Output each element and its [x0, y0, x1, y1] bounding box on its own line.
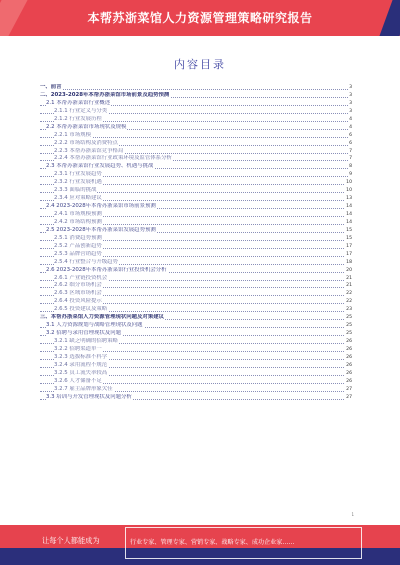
toc-entry[interactable]: [40, 330, 352, 338]
footer-slogan-right: 行业专家、管理专家、营销专家、战略专家、成功企业家……: [130, 539, 295, 546]
toc-entry-page: 4: [349, 124, 352, 130]
toc-entry[interactable]: [40, 275, 352, 283]
report-title: 本帮苏浙菜馆人力资源管理策略研究报告: [87, 11, 313, 25]
toc-entry-page: 20: [346, 267, 352, 273]
toc-entry[interactable]: [40, 132, 352, 140]
toc-entry-page: 26: [346, 346, 352, 352]
toc-entry-label: 2.2.1 市场规模: [54, 131, 91, 138]
toc-entry-page: 14: [346, 212, 352, 217]
toc-entry-label: 2.3 本帮苏浙菜馆行业发展趋势、机遇与挑战: [46, 163, 154, 170]
toc-entry-page: 13: [346, 196, 352, 202]
toc-heading: 内容目录: [174, 58, 226, 71]
toc-entry-label: 2.3.3 面临的挑战: [54, 187, 97, 194]
toc-entry[interactable]: [40, 259, 352, 267]
toc-entry-label: 2.6.4 投资风险提示: [54, 298, 102, 305]
toc-entry-label: 三、本帮苏浙菜馆人力资源管理现状问题及对策建议: [40, 314, 164, 321]
toc-entry[interactable]: [40, 227, 352, 235]
toc-entry-page: 26: [346, 362, 352, 368]
toc-entry[interactable]: [40, 362, 352, 370]
toc-entry-label: 3.2.3 选拔标准不科学: [54, 353, 108, 360]
toc-entry-label: 2.5.2 产品创新趋势: [54, 242, 102, 249]
toc-entry-page: 3: [349, 85, 352, 90]
toc-entry[interactable]: [40, 211, 352, 219]
toc-entry[interactable]: [40, 148, 352, 156]
toc-entry[interactable]: [40, 108, 352, 116]
toc-entry-label: 2.5.4 行业整合与升级趋势: [54, 258, 118, 265]
toc-entry[interactable]: [40, 370, 352, 378]
toc-entry-label: 2.6.1 产业链投资机会: [54, 274, 108, 281]
toc-entry-label: 2.6.3 区域市场机会: [54, 290, 102, 297]
toc-entry[interactable]: [40, 378, 352, 386]
toc-entry[interactable]: [40, 163, 352, 171]
toc-entry-page: 3: [349, 108, 352, 114]
toc-entry-page: 21: [346, 283, 352, 289]
toc-entry[interactable]: [40, 338, 352, 346]
toc-entry-page: 4: [349, 116, 352, 122]
header-banner: [0, 0, 400, 36]
toc-entry-label: 3.2.4 录用流程不规范: [54, 361, 108, 368]
toc-entry-label: 2.5.3 品牌营销趋势: [54, 250, 102, 257]
toc-entry[interactable]: [40, 346, 352, 354]
toc-entry[interactable]: [40, 354, 352, 362]
toc-entry-page: 22: [346, 291, 352, 297]
toc-entry-label: 2.3.2 行业发展机遇: [54, 179, 102, 186]
toc-entry-page: 26: [346, 354, 352, 360]
toc-entry-page: 25: [346, 323, 352, 329]
toc-entry[interactable]: [40, 171, 352, 179]
toc-entry[interactable]: [40, 235, 352, 243]
toc-entry-label: 2.4.1 市场规模预测: [54, 211, 102, 217]
toc-entry-page: 26: [346, 339, 352, 344]
toc-entry-label: 2.2.3 本帮苏浙菜馆竞争格局: [54, 147, 124, 154]
toc-entry-page: 10: [346, 188, 352, 194]
toc-entry[interactable]: [40, 306, 352, 314]
toc-entry-label: 3.2.6 人才储备不足: [54, 377, 102, 384]
toc-entry[interactable]: [40, 195, 352, 203]
toc-entry-label: 2.6.2 细分市场机会: [54, 282, 102, 289]
toc-entry-page: 7: [349, 148, 352, 154]
toc-entry-page: 27: [346, 394, 352, 400]
toc-entry-page: 15: [346, 235, 352, 241]
toc-entry-label: 3.2 招聘与录用管理现状及问题: [46, 330, 121, 337]
toc-entry-page: 26: [346, 370, 352, 376]
toc-entry[interactable]: [40, 84, 352, 92]
toc-entry[interactable]: [40, 386, 352, 394]
toc-entry-page: 17: [346, 251, 352, 257]
toc-entry[interactable]: [40, 124, 352, 132]
toc-entry-label: 3.3 培训与开发管理现状及问题分析: [46, 393, 132, 400]
toc-entry-label: 2.2 本帮苏浙菜馆市场现状及规模: [46, 123, 127, 130]
toc-entry-label: 2.3.1 行业发展趋势: [54, 171, 102, 178]
toc-entry[interactable]: [40, 92, 352, 100]
toc-entry[interactable]: [40, 219, 352, 227]
toc-entry-page: 18: [346, 259, 352, 265]
footer-slogan-left: 让每个人都能成为: [42, 536, 100, 545]
toc-entry[interactable]: [40, 116, 352, 124]
page-number: 1: [351, 512, 354, 517]
toc-entry-label: 3.2.2 招聘渠道单一: [54, 345, 102, 352]
toc-entry-label: 2.2.4 本帮苏浙菜馆行业政策环境及监管体系分析: [54, 155, 172, 162]
toc-entry-page: 15: [346, 227, 352, 233]
toc-entry-page: 21: [346, 275, 352, 281]
toc-entry-page: 6: [349, 132, 352, 138]
toc-entry-label: 二、2023-2028年本帮苏浙菜馆市场前景及趋势预测: [40, 91, 170, 98]
toc-entry[interactable]: [40, 314, 352, 322]
toc-entry-label: 2.1.1 行业定义与分类: [54, 107, 108, 114]
toc-entry[interactable]: [40, 243, 352, 251]
toc-entry-page: 22: [346, 299, 352, 305]
toc-entry-label: 3.2.1 缺乏明确的招聘策略: [54, 338, 118, 344]
toc-entry-label: 3.1 人力资源规划与战略管理现状及问题: [46, 322, 143, 329]
toc-entry[interactable]: [40, 282, 352, 290]
toc-entry-label: 2.4 2023-2028年本帮苏浙菜馆市场前景预测: [46, 203, 156, 210]
toc-entry-label: 一、前言: [40, 84, 62, 90]
toc-entry-label: 2.3.4 应对策略建议: [54, 195, 102, 202]
toc-leader-dots: [40, 89, 352, 90]
toc-entry-page: 7: [349, 156, 352, 162]
toc-entry-page: 23: [346, 307, 352, 313]
toc-entry-label: 2.6.5 投资建议及策略: [54, 306, 108, 313]
table-of-contents: [40, 84, 352, 402]
toc-entry[interactable]: [40, 394, 352, 402]
toc-entry-label: 2.2.2 市场结构及消费特点: [54, 139, 118, 146]
toc-entry-label: 3.2.7 雇主品牌形象欠佳: [54, 385, 113, 392]
toc-entry[interactable]: [40, 155, 352, 163]
toc-entry[interactable]: [40, 290, 352, 298]
toc-entry[interactable]: [40, 140, 352, 148]
toc-entry-label: 2.5.1 消费趋势预测: [54, 234, 102, 241]
toc-entry-page: 25: [346, 331, 352, 337]
toc-entry-page: 14: [346, 204, 352, 210]
toc-entry-label: 2.6 2023-2028年本帮苏浙菜馆行业投资机会分析: [46, 266, 167, 273]
toc-entry-page: 6: [349, 140, 352, 146]
toc-entry-page: 25: [346, 315, 352, 321]
toc-entry[interactable]: [40, 100, 352, 108]
toc-entry-page: 10: [346, 180, 352, 186]
toc-entry-label: 3.2.5 员工流失率较高: [54, 369, 108, 376]
toc-entry[interactable]: [40, 322, 352, 330]
toc-entry-page: 3: [349, 100, 352, 106]
toc-entry[interactable]: [40, 267, 352, 275]
toc-entry-page: 26: [346, 378, 352, 384]
toc-entry-page: 8: [349, 164, 352, 170]
toc-entry-page: 14: [346, 219, 352, 225]
toc-entry[interactable]: [40, 187, 352, 195]
toc-entry-page: 9: [349, 172, 352, 178]
toc-entry-label: 2.4.2 市场结构预测: [54, 218, 102, 225]
toc-entry-page: 17: [346, 243, 352, 249]
toc-entry-page: 3: [349, 92, 352, 98]
toc-entry-page: 27: [346, 386, 352, 392]
toc-entry[interactable]: [40, 179, 352, 187]
toc-entry[interactable]: [40, 203, 352, 211]
toc-entry-label: 2.5 2023-2028年本帮苏浙菜馆发展趋势预测: [46, 226, 156, 233]
toc-entry-label: 2.1 本帮苏浙菜馆行业概述: [46, 99, 111, 106]
toc-entry[interactable]: [40, 251, 352, 259]
toc-entry[interactable]: [40, 298, 352, 306]
toc-entry-label: 2.1.2 行业发展历程: [54, 115, 102, 122]
